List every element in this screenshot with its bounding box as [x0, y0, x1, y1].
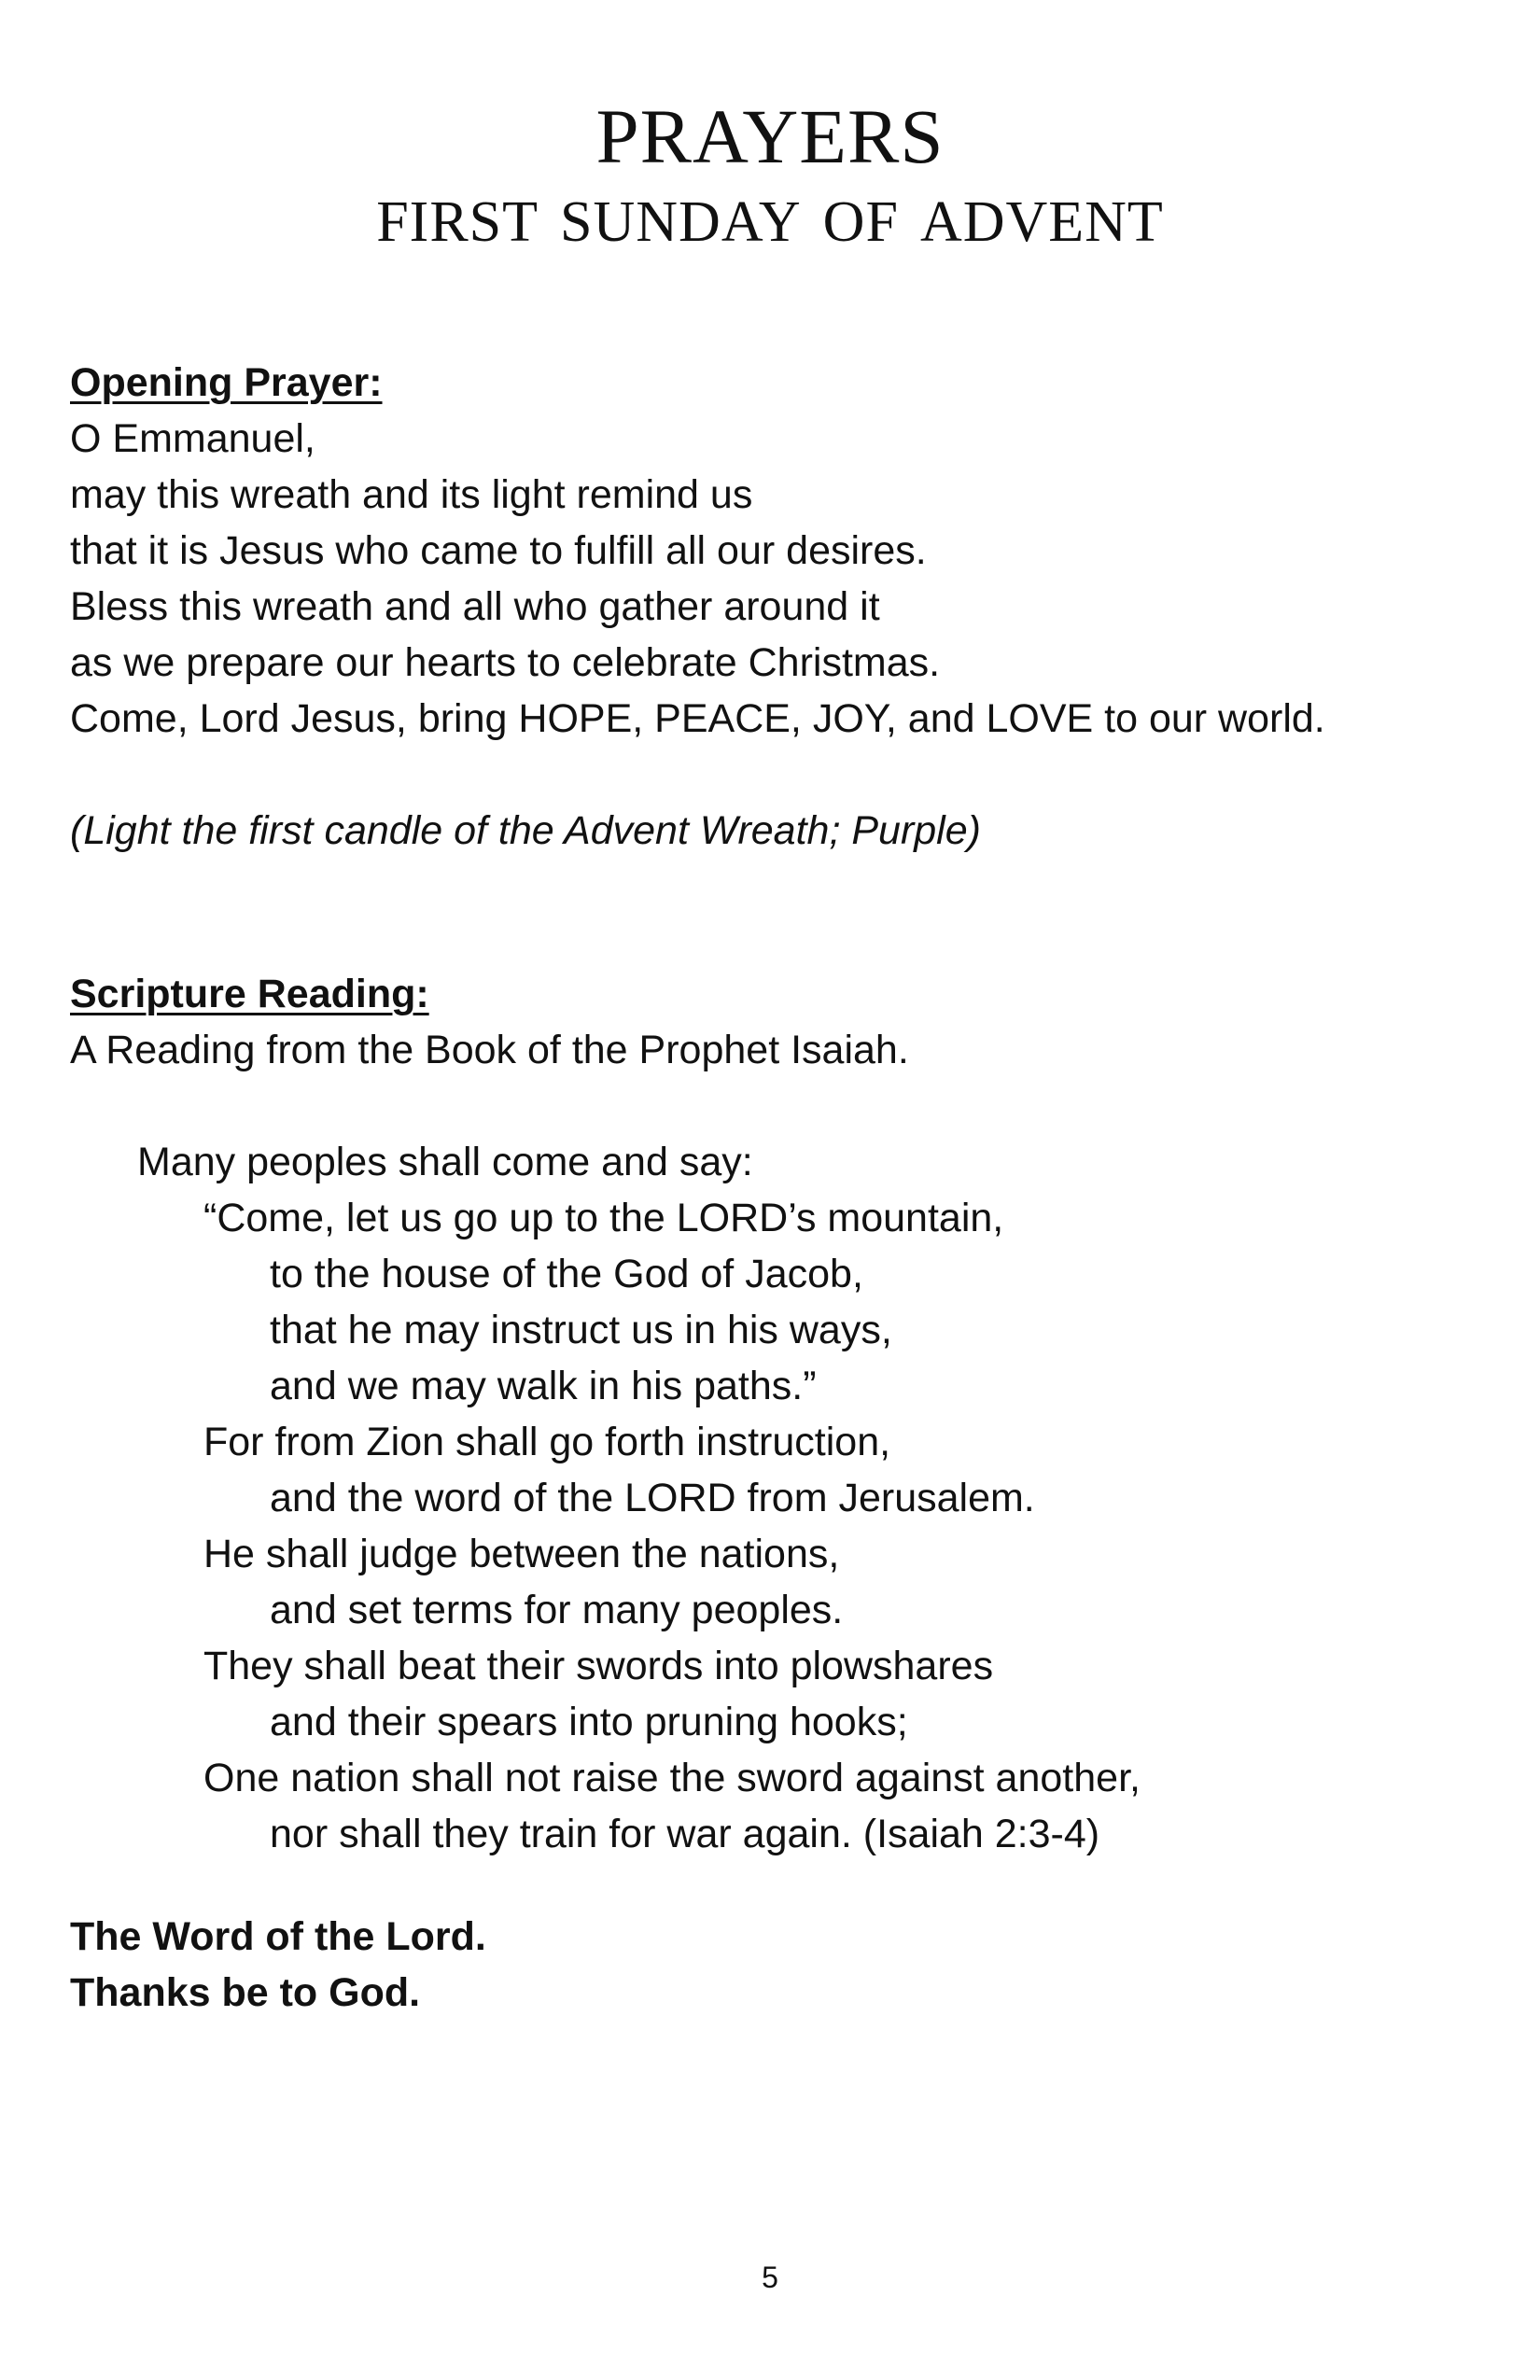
- scripture-verse-line: and we may walk in his paths.”: [270, 1364, 817, 1408]
- scripture-heading: Scripture Reading:: [70, 972, 429, 1016]
- page-title: prayers: [595, 64, 945, 187]
- closing-response: [70, 1909, 1470, 2021]
- candle-instruction-section: [70, 803, 1470, 859]
- scripture-verse-line: nor shall they train for war again. (Isaiah 2:3-4): [270, 1812, 1100, 1856]
- opening-prayer-line: Bless this wreath and all who gather around it: [70, 584, 880, 629]
- scripture-verse-line: Many peoples shall come and say:: [137, 1140, 753, 1184]
- scripture-verse-line: They shall beat their swords into plowshares: [203, 1644, 994, 1688]
- scripture-verse-line: “Come, let us go up to the LORD’s mountain,: [203, 1196, 1004, 1240]
- opening-prayer-section: [70, 355, 1470, 747]
- opening-prayer-line: Come, Lord Jesus, bring HOPE, PEACE, JOY, and LOVE to our world.: [70, 696, 1325, 741]
- closing-line-word: The Word of the Lord.: [70, 1914, 486, 1959]
- opening-prayer-heading: Opening Prayer:: [70, 360, 383, 405]
- scripture-section: [70, 966, 1470, 1078]
- opening-prayer-line: as we prepare our hearts to celebrate Christmas.: [70, 640, 941, 685]
- candle-instruction: (Light the first candle of the Advent Wreath; Purple): [70, 808, 981, 853]
- opening-prayer-line: that it is Jesus who came to fulfill all our desires.: [70, 528, 927, 573]
- scripture-verse-line: and set terms for many peoples.: [270, 1588, 844, 1632]
- scripture-intro: A Reading from the Book of the Prophet Isaiah.: [70, 1028, 909, 1072]
- scripture-verse-line: and their spears into pruning hooks;: [270, 1700, 908, 1744]
- page-subtitle: first sunday of advent: [376, 169, 1164, 259]
- scripture-passage: [70, 1134, 1470, 1862]
- scripture-verse-line: and the word of the LORD from Jerusalem.: [270, 1476, 1035, 1520]
- opening-prayer-line: may this wreath and its light remind us: [70, 472, 753, 517]
- scripture-verse-line: For from Zion shall go forth instruction,: [203, 1420, 891, 1464]
- page-number: 5: [762, 2261, 778, 2294]
- opening-prayer-line: O Emmanuel,: [70, 416, 315, 461]
- scripture-verse-line: One nation shall not raise the sword against another,: [203, 1756, 1141, 1800]
- scripture-verse-line: that he may instruct us in his ways,: [270, 1308, 892, 1352]
- scripture-verse-line: to the house of the God of Jacob,: [270, 1252, 863, 1296]
- scripture-verse-line: He shall judge between the nations,: [203, 1532, 840, 1576]
- closing-line-thanks: Thanks be to God.: [70, 1970, 421, 2015]
